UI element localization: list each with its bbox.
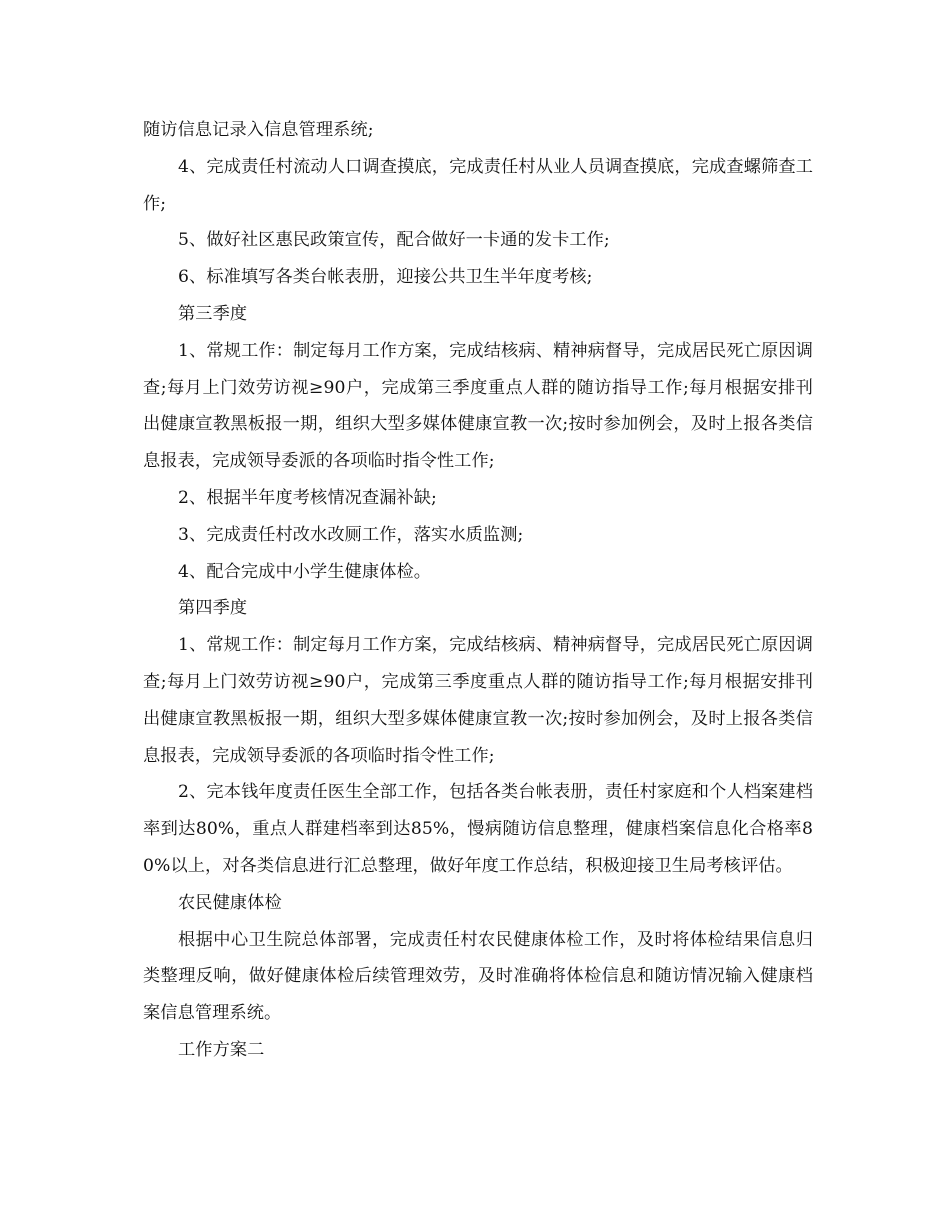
- paragraph: 3、完成责任村改水改厕工作，落实水质监测;: [178, 524, 524, 545]
- paragraph: 4、完成责任村流动人口调查摸底，完成责任村从业人员调查摸底，完成查螺筛查工作;: [143, 156, 813, 214]
- paragraph: 6、标准填写各类台帐表册，迎接公共卫生半年度考核;: [178, 267, 593, 288]
- paragraph: 2、完本钱年度责任医生全部工作，包括各类台帐表册，责任村家庭和个人档案建档率到达80%，重点人群建档率到达85%，慢病随访信息整理，健康档案信息化合格率80%以上，对各类信息进行汇总整理，做好年度工作总结，积极迎接卫生局考核评估。: [143, 782, 813, 876]
- paragraph: 随访信息记录入信息管理系统;: [143, 120, 374, 140]
- section-heading: 工作方案二: [178, 1039, 265, 1060]
- section-heading: 第三季度: [178, 303, 248, 324]
- section-heading: 农民健康体检: [178, 892, 282, 913]
- paragraph: 4、配合完成中小学生健康体检。: [178, 561, 432, 582]
- paragraph: 根据中心卫生院总体部署，完成责任村农民健康体检工作，及时将体检结果信息归类整理反响，做好健康体检后续管理效劳，及时准确将体检信息和随访情况输入健康档案信息管理系统。: [143, 929, 813, 1024]
- document-body: [143, 112, 813, 1069]
- paragraph: 1、常规工作：制定每月工作方案，完成结核病、精神病督导，完成居民死亡原因调查;每月上门效劳访视≥90户，完成第三季度重点人群的随访指导工作;每月根据安排刊出健康宣教黑板报一期，组织大型多媒体健康宣教一次;按时参加例会，及时上报各类信息报表，完成领导委派的各项临时指令性工作;: [143, 340, 813, 472]
- paragraph: 5、做好社区惠民政策宣传，配合做好一卡通的发卡工作;: [178, 230, 610, 251]
- section-heading: 第四季度: [178, 598, 248, 619]
- paragraph: 1、常规工作：制定每月工作方案，完成结核病、精神病督导，完成居民死亡原因调查;每月上门效劳访视≥90户，完成第三季度重点人群的随访指导工作;每月根据安排刊出健康宣教黑板报一期，组织大型多媒体健康宣教一次;按时参加例会，及时上报各类信息报表，完成领导委派的各项临时指令性工作;: [143, 635, 813, 766]
- paragraph: 2、根据半年度考核情况查漏补缺;: [178, 487, 437, 508]
